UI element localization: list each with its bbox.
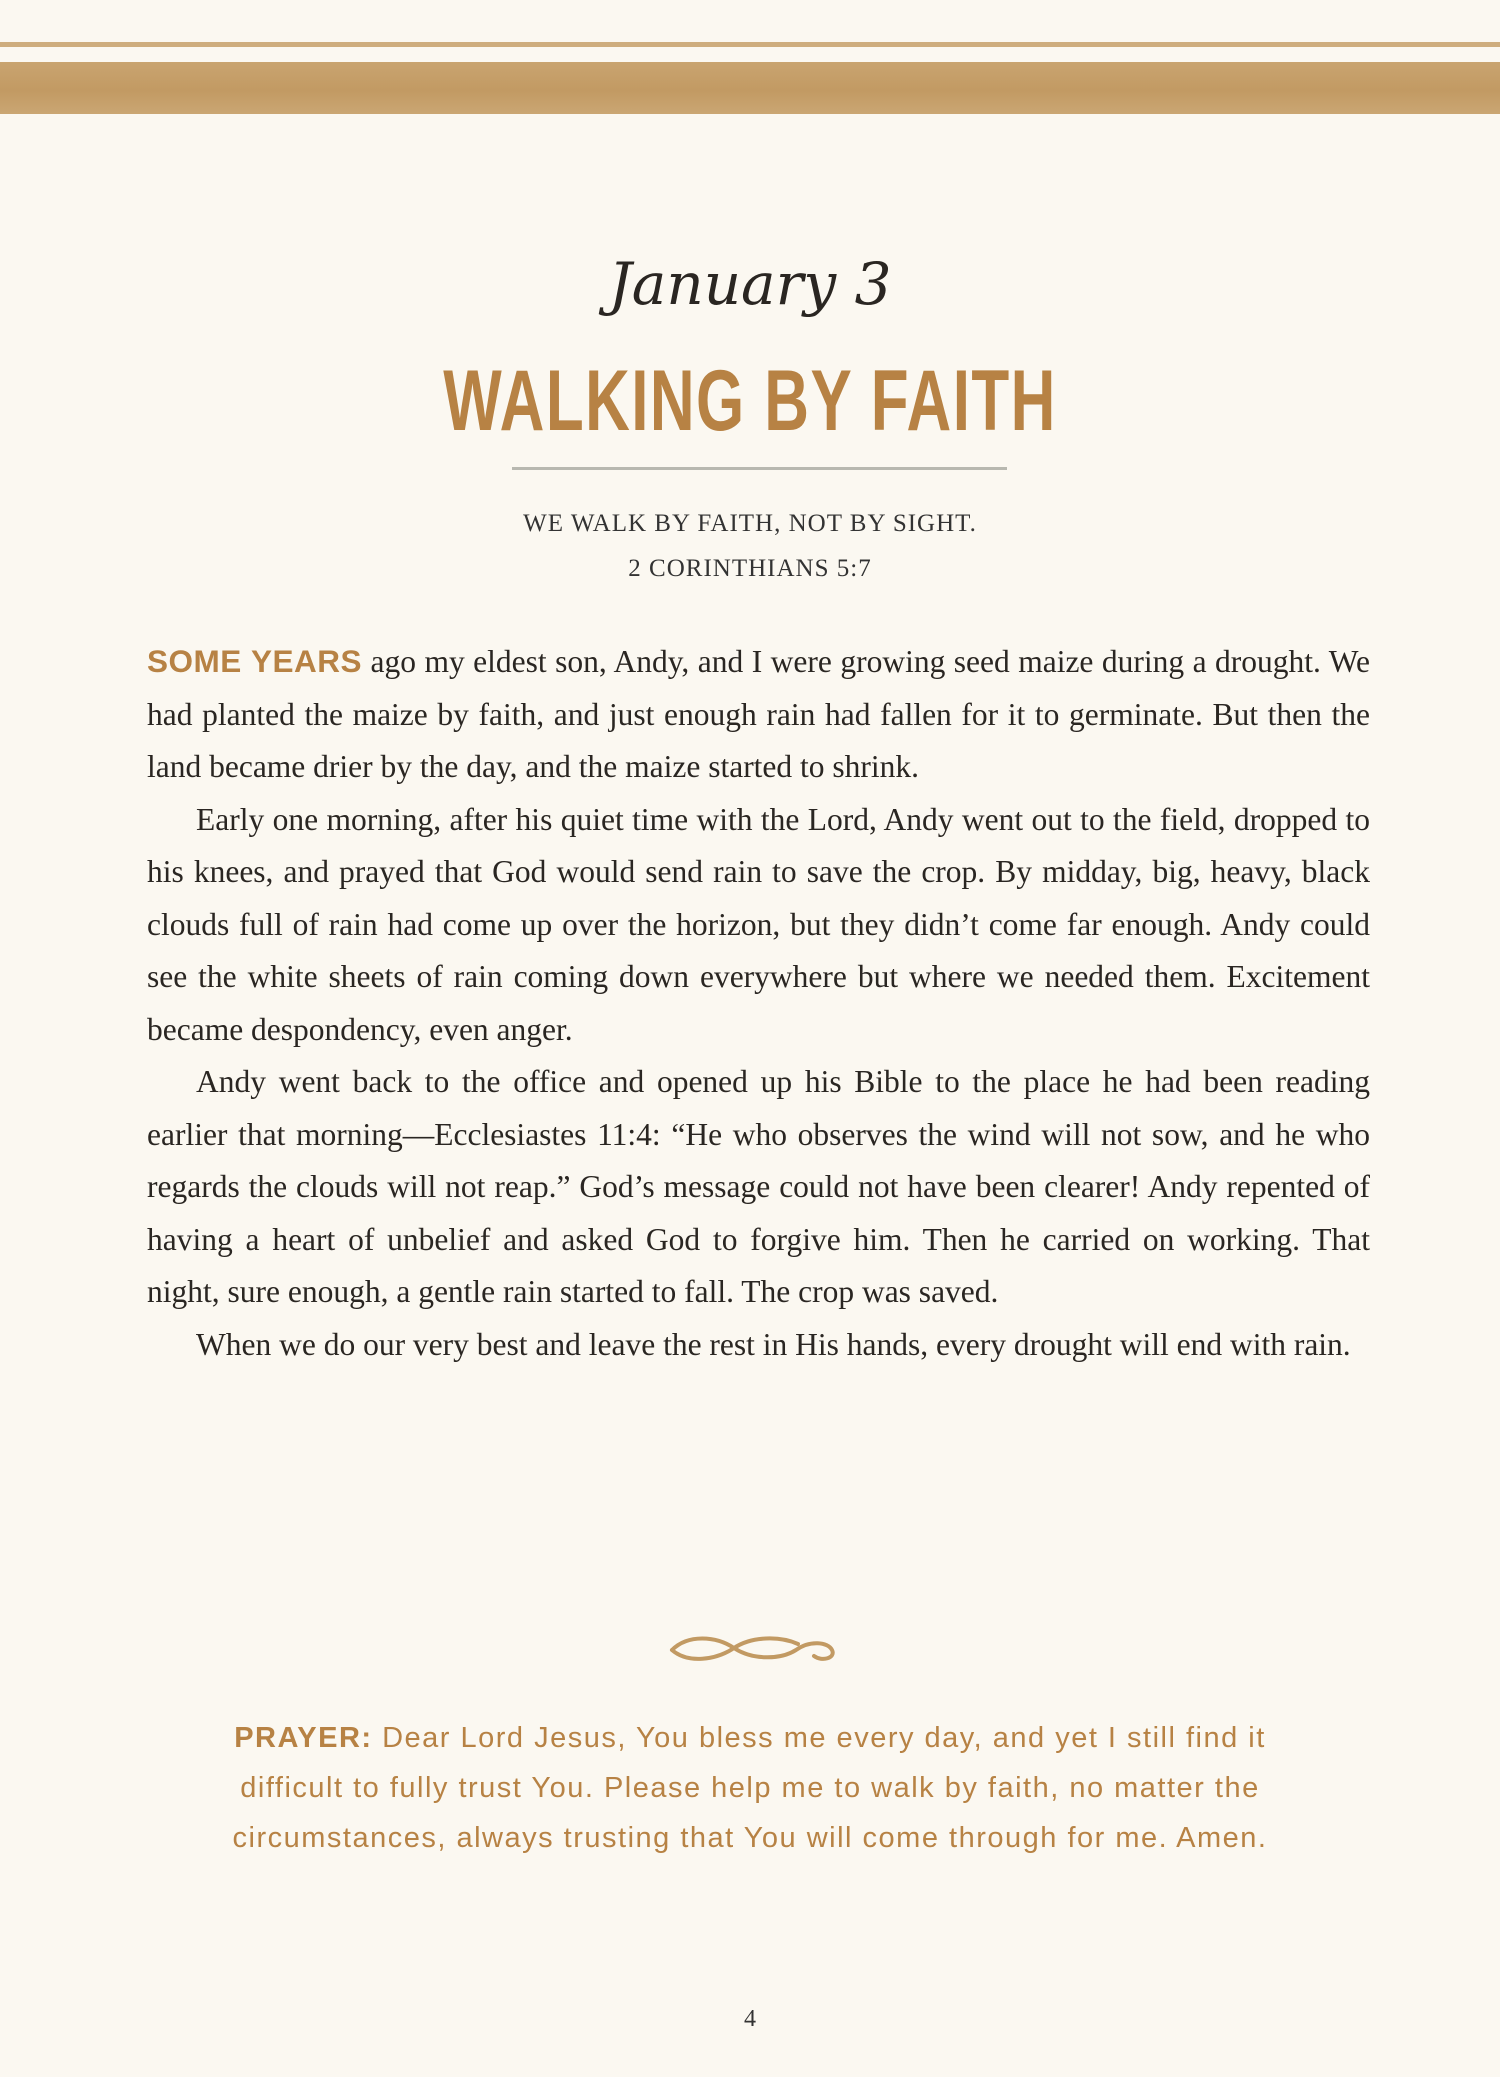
decorative-top-line bbox=[0, 42, 1500, 47]
verse-reference: 2 CORINTHIANS 5:7 bbox=[628, 555, 872, 582]
paragraph-1-text: ago my eldest son, Andy, and I were growing seed maize during a drought. We had planted the maize by faith, and just enough rain had fallen for it to germinate. But then the land became drier by the day, and the maize started to shrink. bbox=[147, 644, 1370, 784]
title-divider bbox=[512, 467, 1007, 470]
entry-date: January 3 bbox=[608, 250, 892, 318]
decorative-header-band bbox=[0, 62, 1500, 114]
lead-words: SOME YEARS bbox=[147, 643, 363, 679]
prayer-block bbox=[205, 1713, 1295, 1863]
verse-text: WE WALK BY FAITH, NOT BY SIGHT. bbox=[523, 510, 977, 537]
paragraph-3: Andy went back to the office and opened up his Bible to the place he had been reading earlier that morning—Ecclesiastes 11:4: “He who observes the wind will not sow, and he who regards the clouds will not reap.” God’s message could not have been clearer! Andy repented of having a heart of unbelief and asked God to forgive him. Then he carried on working. That night, sure enough, a gentle rain started to fall. The crop was saved. bbox=[147, 1064, 1370, 1309]
devotional-body bbox=[147, 635, 1370, 1371]
paragraph-1 bbox=[147, 635, 1370, 794]
prayer-label: PRAYER: bbox=[234, 1722, 373, 1754]
prayer-text: Dear Lord Jesus, You bless me every day, and yet I still find it difficult to fully trust You. Please help me to walk by faith, no matter the circumstances, always trusting that You will come through for me. Amen. bbox=[232, 1722, 1268, 1854]
flourish-ornament-icon bbox=[668, 1630, 838, 1666]
page-number: 4 bbox=[744, 2006, 756, 2032]
paragraph-2: Early one morning, after his quiet time with the Lord, Andy went out to the field, dropped to his knees, and prayed that God would send rain to save the crop. By midday, big, heavy, black clouds full of rain had come up over the horizon, but they didn’t come far enough. Andy could see the white sheets of rain coming down everywhere but where we needed them. Excitement became despondency, even anger. bbox=[147, 801, 1370, 1047]
paragraph-4: When we do our very best and leave the rest in His hands, every drought will end with rain. bbox=[196, 1326, 1351, 1362]
page-title: WALKING BY FAITH bbox=[443, 353, 1057, 449]
